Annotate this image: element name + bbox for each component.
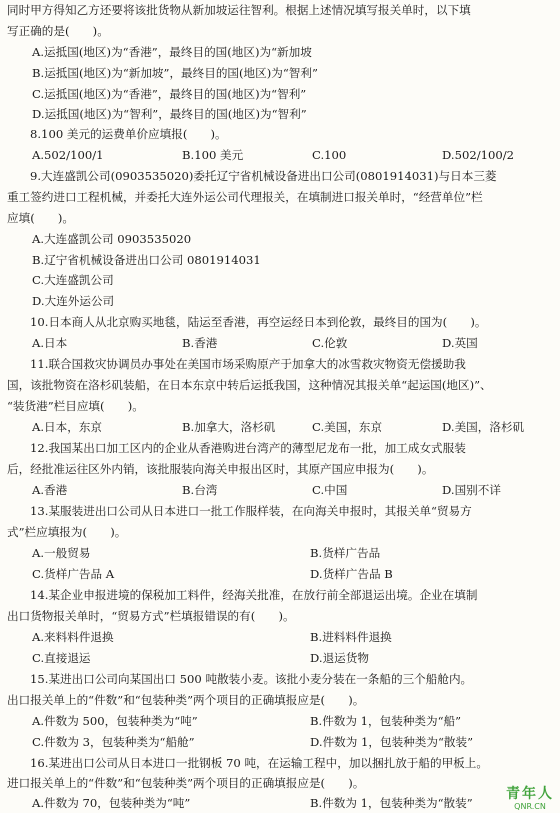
question-16: 16.某进出口公司从日本进口一批钢板 70 吨，在运输工程中，加以捆扎放于船的甲板上。 (30, 756, 488, 770)
q15-option-a: A.件数为 500，包装种类为“吨” (32, 714, 198, 728)
q8-option-b: B.100 美元 (182, 148, 244, 162)
question-14: 14.某企业申报进境的保税加工料件，经海关批准，在放行前全部退运出境。企业在填制 (30, 588, 478, 602)
text-line: 国，该批物资在洛杉矶装船，在日本东京中转后运抵我国，这种情况其报关单“起运国(地区)”、 (7, 378, 492, 392)
text-line: 进口报关单上的“件数”和“包装种类”两个项目的正确填报应是( )。 (7, 776, 365, 790)
q14-option-c: C.直接退运 (32, 651, 91, 665)
q15-option-d: D.件数为 1，包装种类为“散装” (310, 735, 474, 749)
question-8: 8.100 美元的运费单价应填报( )。 (30, 127, 227, 141)
watermark-logo (506, 783, 554, 811)
q15-option-b: B.件数为 1，包装种类为“船” (310, 714, 462, 728)
q11-option-c: C.美国，东京 (312, 420, 383, 434)
question-11: 11.联合国救灾协调员办事处在美国市场采购原产于加拿大的冰雪救灾物资无偿援助我 (30, 357, 466, 371)
text-line: 重工签约进口工程机械，并委托大连外运公司代理报关，在填制进口报关单时，“经营单位”栏 (7, 190, 483, 204)
q16-option-a: A.件数为 70，包装种类为“吨” (32, 796, 191, 810)
text-line: 后，经批准运往区外内销，该批服装向海关申报出区时，其原产国应申报为( )。 (7, 462, 434, 476)
q13-option-b: B.货样广告品 (310, 546, 381, 560)
question-12: 12.我国某出口加工区内的企业从香港购进台湾产的薄型尼龙布一批，加工成女式服装 (30, 441, 466, 455)
q14-option-a: A.来料料件退换 (32, 630, 114, 644)
q16-option-b: B.件数为 1，包装种类为“散装” (310, 796, 473, 810)
q14-option-b: B.进料料件退换 (310, 630, 392, 644)
q9-option-a: A.大连盛凯公司 0903535020 (32, 232, 192, 246)
q13-option-d: D.货样广告品 B (310, 567, 393, 581)
q9-option-b: B.辽宁省机械设备进出口公司 0801914031 (32, 253, 261, 267)
q14-option-d: D.退运货物 (310, 651, 369, 665)
q11-option-b: B.加拿大，洛杉矶 (182, 420, 276, 434)
text-line: 写正确的是( )。 (7, 24, 109, 38)
q12-option-a: A.香港 (32, 483, 68, 497)
q10-option-d: D.英国 (442, 336, 478, 350)
q13-option-a: A.一般贸易 (32, 546, 91, 560)
text-line: 式”栏应填报为( )。 (7, 525, 127, 539)
text-line: 出口报关单上的“件数”和“包装种类”两个项目的正确填报应是( )。 (7, 693, 365, 707)
q15-option-c: C.件数为 3，包装种类为“船舱” (32, 735, 195, 749)
option-line: D.运抵国(地区)为“智利”，最终目的国(地区)为“智利” (32, 107, 307, 121)
option-line: B.运抵国(地区)为“新加坡”，最终目的国(地区)为“智利” (32, 66, 318, 80)
q8-option-a: A.502/100/1 (32, 148, 104, 162)
question-13: 13.某服装进出口公司从日本进口一批工作服样装，在向海关申报时，其报关单“贸易方 (30, 504, 472, 518)
watermark-text: 青年人 (506, 786, 554, 802)
q10-option-a: A.日本 (32, 336, 68, 350)
option-line: C.运抵国(地区)为“香港”，最终目的国(地区)为“智利” (32, 87, 307, 101)
q13-option-c: C.货样广告品 A (32, 567, 115, 581)
q10-option-c: C.伦敦 (312, 336, 348, 350)
question-9: 9.大连盛凯公司(0903535020)委托辽宁省机械设备进出口公司(0801914031)与日本三菱 (30, 169, 497, 183)
text-line: 应填( )。 (7, 211, 75, 225)
q10-option-b: B.香港 (182, 336, 218, 350)
q12-option-d: D.国别不详 (442, 483, 501, 497)
text-line: “装货港”栏目应填( )。 (7, 399, 144, 413)
q11-option-d: D.美国，洛杉矶 (442, 420, 525, 434)
q9-option-c: C.大连盛凯公司 (32, 273, 114, 287)
option-line: A.运抵国(地区)为“香港”，最终目的国(地区)为“新加坡 (32, 45, 312, 59)
q12-option-b: B.台湾 (182, 483, 218, 497)
q11-option-a: A.日本，东京 (32, 420, 103, 434)
q8-option-d: D.502/100/2 (442, 148, 515, 162)
q8-option-c: C.100 (312, 148, 347, 162)
text-line: 同时甲方得知乙方还要将该批货物从新加坡运往智利。根据上述情况填写报关单时，以下填 (7, 3, 471, 17)
q12-option-c: C.中国 (312, 483, 348, 497)
text-line: 出口货物报关单时，“贸易方式”栏填报错误的有( )。 (7, 609, 295, 623)
watermark-url: QNR.CN (514, 802, 546, 811)
question-10: 10.日本商人从北京购买地毯，陆运至香港，再空运经日本到伦敦，最终目的国为( )。 (30, 315, 487, 329)
question-15: 15.某进出口公司向某国出口 500 吨散装小麦。该批小麦分装在一条船的三个船舱内。 (30, 672, 473, 686)
q9-option-d: D.大连外运公司 (32, 294, 115, 308)
